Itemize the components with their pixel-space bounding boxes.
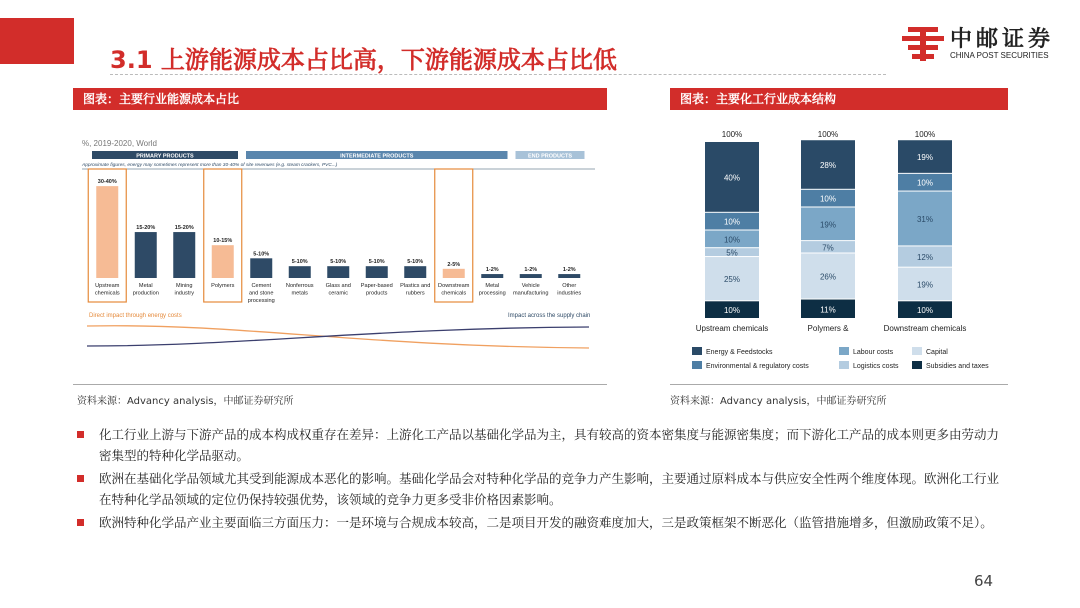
bar-value-label: 5-10%	[253, 251, 270, 258]
supply-chain-impact-curve	[87, 327, 589, 346]
title-divider	[110, 74, 886, 75]
category-label: Paper-based	[360, 283, 393, 289]
legend-label: Subsidies and taxes	[926, 363, 989, 370]
legend-swatch	[912, 361, 922, 369]
bar-value-label: 5-10%	[368, 259, 385, 266]
bar-value-label: 30-40%	[97, 179, 117, 186]
left-chart-header: 图表：主要行业能源成本占比	[73, 88, 607, 110]
chart-subtitle: %, 2019-2020, World	[82, 139, 158, 148]
energy-cost-share-chart	[73, 118, 607, 384]
segment-value-label: 11%	[820, 305, 836, 315]
group-label: END PRODUCTS	[527, 153, 573, 160]
segment-value-label: 7%	[822, 243, 834, 253]
segment-value-label: 19%	[916, 153, 934, 163]
category-label: Vehicle	[521, 283, 540, 289]
legend-swatch	[912, 347, 922, 355]
category-label: Glass and	[325, 283, 351, 289]
bar-total-label: 100%	[914, 130, 936, 139]
bullet-text: 化工行业上游与下游产品的成本构成权重存在差异：上游化工产品以基础化学品为主，具有较高的资本密集度与能源密集度；而下游化工产品的成本则更多由劳动力密集型的特种化学品驱动。	[99, 427, 1000, 463]
legend-label: Energy & Feedstocks	[706, 349, 773, 356]
category-label: ceramic	[328, 290, 349, 297]
category-label: processing	[247, 298, 275, 304]
segment-value-label: 19%	[916, 280, 934, 290]
category-label: Downstream	[438, 283, 470, 289]
bar-value-label: 10-15%	[213, 238, 233, 245]
page-number: 64	[974, 572, 994, 590]
category-label: Upstream	[95, 283, 120, 289]
segment-value-label: 10%	[723, 235, 741, 245]
segment-value-label: 26%	[819, 272, 837, 282]
category-label: Upstream chemicals	[695, 324, 769, 333]
logo-name-cn: 中邮证券	[950, 27, 1055, 52]
category-label: Other	[562, 283, 577, 289]
legend-label: Logistics costs	[853, 363, 899, 370]
legend-label: Labour costs	[853, 349, 894, 356]
segment-value-label: 28%	[819, 161, 837, 171]
category-label: Mining	[176, 283, 193, 289]
bar-total-label: 100%	[817, 130, 839, 139]
bar-value-label: 2-5%	[447, 261, 461, 268]
category-label: and stone	[248, 290, 274, 297]
category-label: processing	[478, 290, 506, 297]
bullet-square-icon	[77, 431, 84, 438]
bar	[96, 186, 118, 278]
bar	[135, 232, 157, 278]
bullet-text: 欧洲在基础化学品领域尤其受到能源成本恶化的影响。基础化学品会对特种化学品的竞争力产生影响，主要通过原料成本与供应安全性两个维度体现。欧洲化工行业在特种化学品领域的定位仍保持较强优势，该领域的竞争力更多受非价格因素影响。	[99, 471, 1000, 507]
segment-value-label: 10%	[916, 306, 934, 316]
bullet-text: 欧洲特种化学品产业主要面临三方面压力：一是环境与合规成本较高，二是项目开发的融资难度加大，三是政策框架不断恶化（监管措施增多，但激励政策不足）。	[99, 515, 993, 530]
bullet-item	[73, 424, 1003, 466]
right-chart-bottom-rule	[670, 384, 1008, 385]
category-label: Downstream chemicals	[883, 324, 967, 333]
bullet-item	[73, 512, 1003, 533]
bar	[520, 274, 542, 278]
bar-total-label: 100%	[721, 130, 743, 139]
category-label: Polymers	[211, 283, 235, 289]
bar-value-label: 1-2%	[524, 267, 538, 274]
category-label: manufacturing	[513, 290, 549, 297]
legend-swatch	[692, 347, 702, 355]
chart-note: Approximate figures, energy may sometimes represent more than 30-40% of site revenues (e.g. steam crackers, PVC...)	[82, 163, 338, 168]
segment-value-label: 12%	[916, 253, 934, 263]
bar	[327, 266, 349, 278]
category-label: metals	[291, 290, 308, 297]
right-chart-source: 资料来源：Advancy analysis，中邮证券研究所	[670, 396, 887, 407]
segment-value-label: 31%	[916, 214, 934, 224]
bullet-square-icon	[77, 519, 84, 526]
annotation-right: Impact across the supply chain	[508, 313, 591, 319]
bullet-list	[73, 424, 1003, 535]
group-label: INTERMEDIATE PRODUCTS	[340, 153, 414, 160]
bar-value-label: 15-20%	[136, 225, 156, 232]
annotation-left: Direct impact through energy costs	[89, 313, 182, 319]
segment-value-label: 25%	[723, 275, 741, 285]
category-label: Polymers &	[807, 324, 849, 333]
category-label: industry	[174, 290, 195, 297]
bullet-square-icon	[77, 475, 84, 482]
category-label: Nonferrous	[285, 283, 314, 289]
legend-label: Capital	[926, 349, 948, 356]
segment-value-label: 19%	[819, 220, 837, 230]
bar	[443, 269, 465, 278]
legend-swatch	[692, 361, 702, 369]
logo-name-en: CHINA POST SECURITIES	[950, 51, 1049, 60]
bar-value-label: 1-2%	[485, 267, 499, 274]
red-corner-accent	[0, 18, 74, 64]
left-chart-source: 资料来源：Advancy analysis，中邮证券研究所	[77, 396, 294, 407]
segment-value-label: 10%	[916, 178, 934, 188]
bar-value-label: 5-10%	[407, 259, 424, 266]
bar	[366, 266, 388, 278]
bullet-item	[73, 468, 1003, 510]
bar	[173, 232, 195, 278]
china-post-logo-icon	[902, 24, 944, 64]
cost-structure-chart	[670, 118, 1008, 384]
category-label: chemicals	[441, 290, 467, 297]
legend-swatch	[839, 347, 849, 355]
category-label: production	[132, 290, 159, 297]
category-label: chemicals	[94, 290, 120, 297]
bar-value-label: 15-20%	[174, 225, 194, 232]
page-title: 3.1 上游能源成本占比高，下游能源成本占比低	[110, 46, 617, 74]
category-label: products	[366, 290, 388, 297]
bar	[481, 274, 503, 278]
legend-swatch	[839, 361, 849, 369]
left-chart-bottom-rule	[73, 384, 607, 385]
category-label: industries	[557, 290, 582, 297]
bar	[250, 258, 272, 278]
bar	[289, 266, 311, 278]
bar-value-label: 1-2%	[562, 267, 576, 274]
bar-value-label: 5-10%	[330, 259, 347, 266]
segment-value-label: 10%	[723, 306, 741, 316]
category-label: rubbers	[405, 290, 425, 297]
right-chart-header: 图表：主要化工行业成本结构	[670, 88, 1008, 110]
group-label: PRIMARY PRODUCTS	[136, 153, 194, 160]
bar	[404, 266, 426, 278]
segment-value-label: 40%	[723, 173, 741, 183]
segment-value-label: 5%	[726, 248, 738, 258]
bar	[558, 274, 580, 278]
bar	[212, 245, 234, 278]
category-label: Cement	[251, 283, 272, 289]
bar-value-label: 5-10%	[291, 259, 308, 266]
category-label: Plastics and	[400, 283, 431, 289]
category-label: Metal	[138, 283, 153, 289]
segment-value-label: 10%	[723, 217, 741, 227]
legend-label: Environmental & regulatory costs	[706, 363, 809, 370]
segment-value-label: 10%	[819, 194, 837, 204]
category-label: Metal	[485, 283, 500, 289]
